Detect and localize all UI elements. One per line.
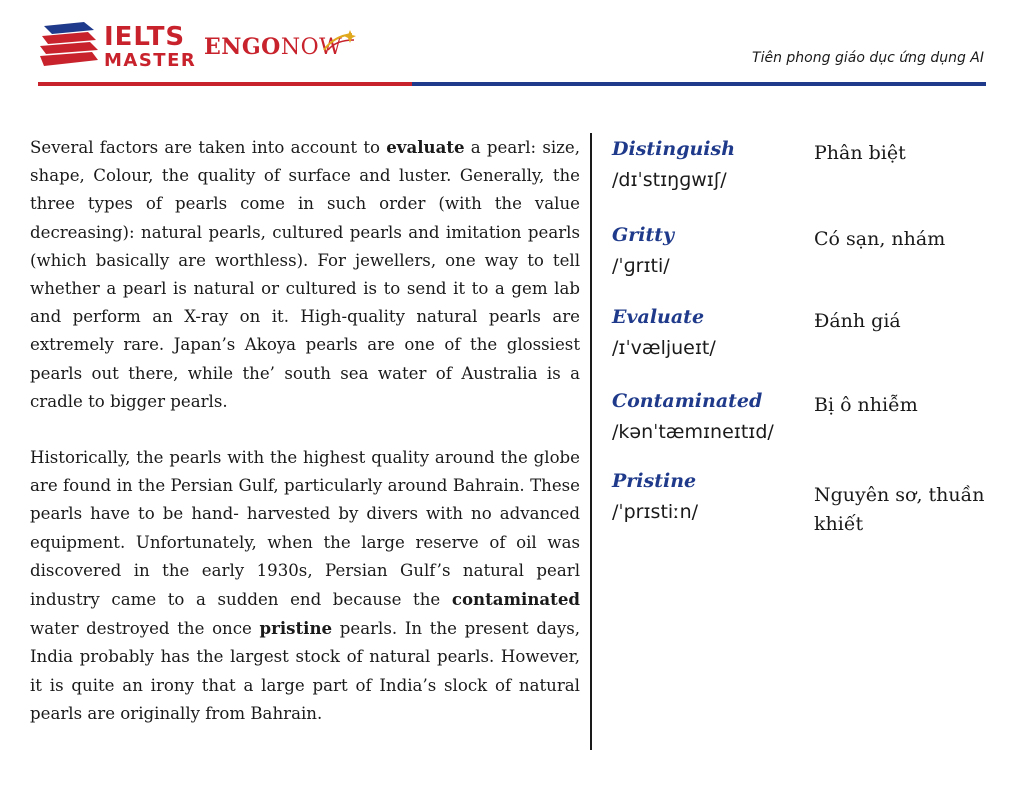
vocab-term: Evaluate	[612, 306, 705, 328]
p1-run: Several factors are taken into account to	[30, 138, 387, 157]
vocab-meaning: Đánh giá	[814, 310, 901, 332]
keyword-contaminated: contaminated	[451, 589, 580, 610]
vocab-term: Contaminated	[612, 390, 763, 412]
ielts-master-logo-icon	[38, 20, 100, 70]
vocab-item	[612, 303, 1012, 387]
engonow-part-1: ENGO	[204, 34, 281, 60]
vocab-term: Distinguish	[612, 138, 736, 160]
logo-line-1: IELTS	[104, 22, 186, 52]
vocab-meaning: Nguyên sơ, thuần khiết	[814, 484, 985, 535]
keyword-evaluate: evaluate	[386, 137, 465, 157]
column-divider	[590, 133, 592, 750]
vocab-term: Pristine	[612, 470, 697, 492]
keyword-pristine: pristine	[259, 618, 333, 639]
paragraph-2	[30, 444, 580, 728]
vocab-ipa: /ˈprɪstiːn/	[612, 501, 699, 523]
header-rule-red	[38, 82, 412, 86]
vocab-ipa: /ɪˈvæljueɪt/	[612, 337, 716, 359]
logo-line-2: MASTER	[104, 50, 197, 71]
page-header	[0, 0, 1024, 90]
vocab-item	[612, 221, 1012, 303]
p2-run: pearls. In the present days, India probably has the largest stock of natural pearls. However, it is quite an irony that a large part of India’s slock of natural pearls are originally from Bahrain.	[30, 619, 580, 723]
vocab-item	[612, 135, 1012, 221]
p1-run: a pearl: size, shape, Colour, the quality of surface and luster. Generally, the three types of pearls come in such order (with the value decreasing): natural pearls, cultured pearls and imitation pearls (which basically are worthless). For jewellers, one way to tell whether a pearl is natural or cultured is to send it to a gem lab and perform an X-ray on it. High-quality natural pearls are extremely rare. Japan’s Akoya pearls are one of the glossiest pearls out there, while the’ south sea water of Australia is a cradle to bigger pearls.	[30, 138, 580, 411]
ielts-master-wordmark	[104, 24, 196, 70]
vocabulary-list	[612, 135, 1012, 557]
vocab-meaning: Phân biệt	[814, 142, 906, 164]
vocab-term: Gritty	[612, 224, 675, 246]
vocab-ipa: /dɪˈstɪŋɡwɪʃ/	[612, 169, 727, 191]
p2-run: water destroyed the once	[30, 619, 260, 639]
engonow-part-2: NOW	[280, 35, 343, 60]
reading-passage	[30, 133, 580, 756]
vocab-meaning: Có sạn, nhám	[814, 228, 946, 250]
vocab-ipa: /ˈɡrɪti/	[612, 255, 670, 277]
tagline: Tiên phong giáo dục ứng dụng AI	[752, 50, 984, 66]
header-rule-blue	[412, 82, 986, 86]
sparkle-icon	[322, 30, 356, 52]
vocab-item	[612, 467, 1012, 557]
paragraph-1	[30, 133, 580, 416]
p2-run: Historically, the pearls with the highest quality around the globe are found in the Persian Gulf, particularly around Bahrain. These pearls have to be hand- harvested by divers with no advanced equipment. Unfortunately, when the large reserve of oil was discovered in the early 1930s, Persian Gulf’s natural pearl industry came to a sudden end because the	[30, 448, 580, 610]
vocab-meaning: Bị ô nhiễm	[814, 394, 918, 416]
vocab-ipa: /kənˈtæmɪneɪtɪd/	[612, 421, 774, 443]
vocab-item	[612, 387, 1012, 467]
